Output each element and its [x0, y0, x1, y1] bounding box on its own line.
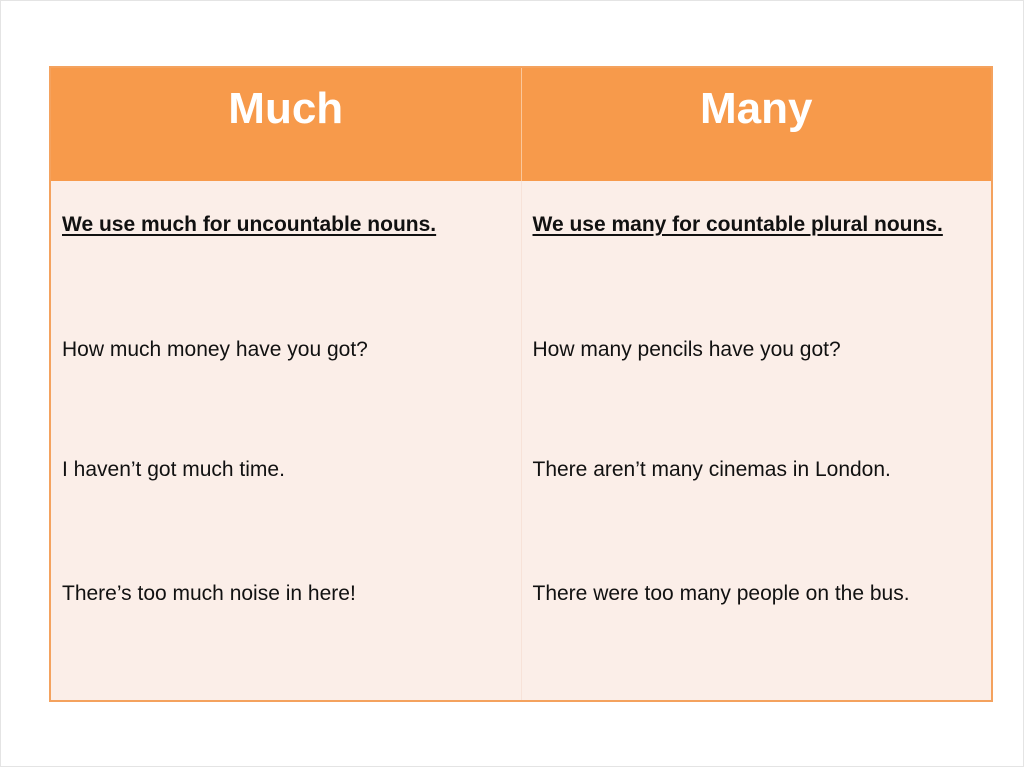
- much-example-2: I haven’t got much time.: [62, 458, 285, 481]
- table-header-row: [51, 68, 991, 181]
- many-example-2: There aren’t many cinemas in London.: [532, 458, 891, 481]
- much-column: [51, 181, 521, 700]
- much-example-3: There’s too much noise in here!: [62, 582, 356, 605]
- many-example-1: How many pencils have you got?: [532, 338, 841, 361]
- much-rule: We use much for uncountable nouns.: [62, 213, 437, 236]
- many-example-3: There were too many people on the bus.: [532, 582, 910, 605]
- many-column: [521, 181, 992, 700]
- much-example-1: How much money have you got?: [62, 338, 368, 361]
- header-much: Much: [228, 84, 344, 133]
- much-many-table: [49, 66, 993, 702]
- table-body-row: [51, 181, 991, 700]
- many-rule: We use many for countable plural nouns.: [532, 213, 943, 236]
- header-many: Many: [521, 68, 992, 181]
